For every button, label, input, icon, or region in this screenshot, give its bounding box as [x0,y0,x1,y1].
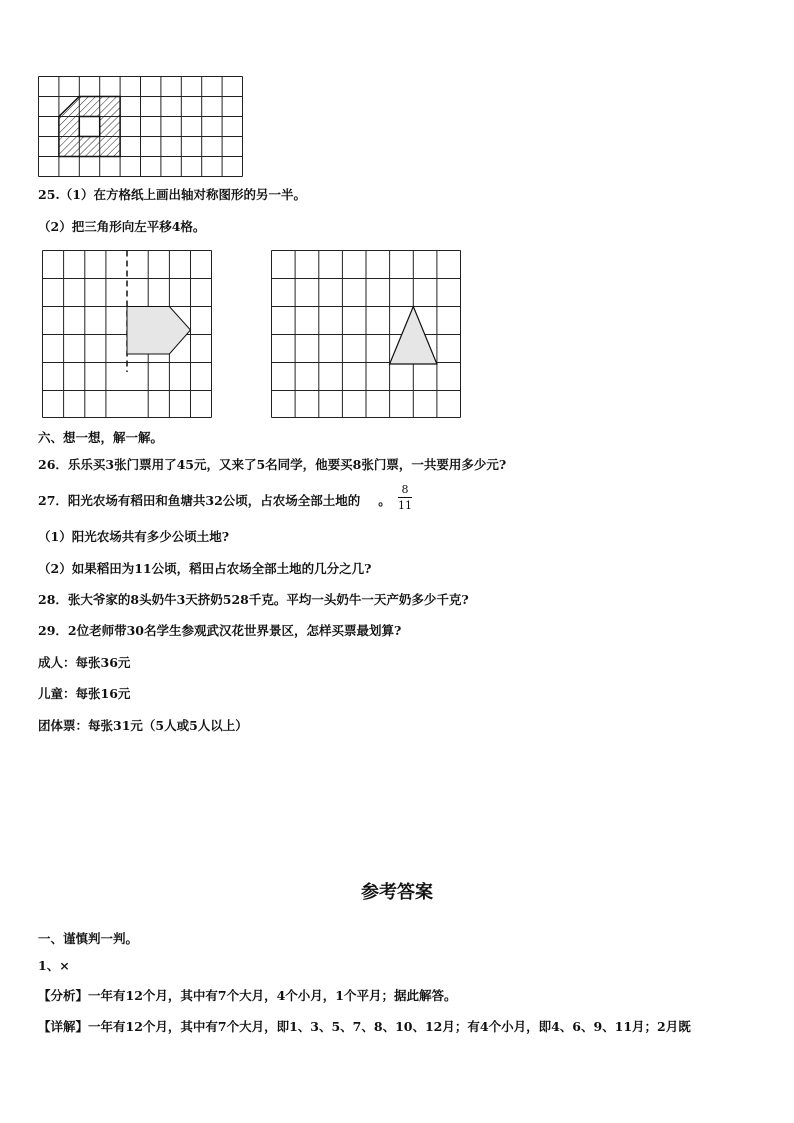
q27-end: 。 [378,493,391,508]
half-pentagon-shape [127,307,191,355]
answers-title: 参考答案 [361,882,433,903]
section-6-heading: 六、想一想，解一解。 [38,430,164,445]
answers-section-1: 一、谨慎判一判。 [38,931,139,946]
triangle-shape [390,307,437,365]
q27-part1: （1）阳光农场共有多少公顷土地? [38,529,230,544]
q29-text: 29．2位老师带30名学生参观武汉花世界景区，怎样买票最划算? [38,623,402,638]
answer-item-1: 1、× [38,958,70,973]
fraction-denominator: 11 [398,499,412,512]
q29-child-price: 儿童：每张16元 [38,686,131,701]
q27-stem: 27．阳光农场有稻田和鱼塘共32公顷，占农场全部土地的 [38,493,361,508]
q27-part2: （2）如果稻田为11公顷，稻田占农场全部土地的几分之几? [38,561,372,576]
hatched-shape [59,97,120,157]
q26-text: 26．乐乐买3张门票用了45元，又来了5名同学，他要买8张门票，一共要用多少元? [38,457,507,472]
answer-detail: 【详解】一年有12个月，其中有7个大月，即1、3、5、7、8、10、12月；有4个小月，即4、6、9、11月；2月既 [38,1019,691,1034]
symmetry-grid [42,250,214,420]
q29-adult-price: 成人：每张36元 [38,655,131,670]
q29-group-price: 团体票：每张31元（5人或5人以上） [38,718,248,733]
q27-text [38,493,391,509]
q27-fraction [398,483,412,512]
fraction-numerator: 8 [401,483,409,496]
triangle-grid [271,250,463,420]
q28-text: 28．张大爷家的8头奶牛3天挤奶528千克。平均一头奶牛一天产奶多少千克? [38,592,469,607]
q25-part2: （2）把三角形向左平移4格。 [38,219,206,234]
q25-text: 25.（1）在方格纸上画出轴对称图形的另一半。 [38,187,306,202]
top-grid-figure [38,76,244,180]
answer-analysis: 【分析】一年有12个月，其中有7个大月，4个小月，1个平月；据此解答。 [38,988,457,1003]
